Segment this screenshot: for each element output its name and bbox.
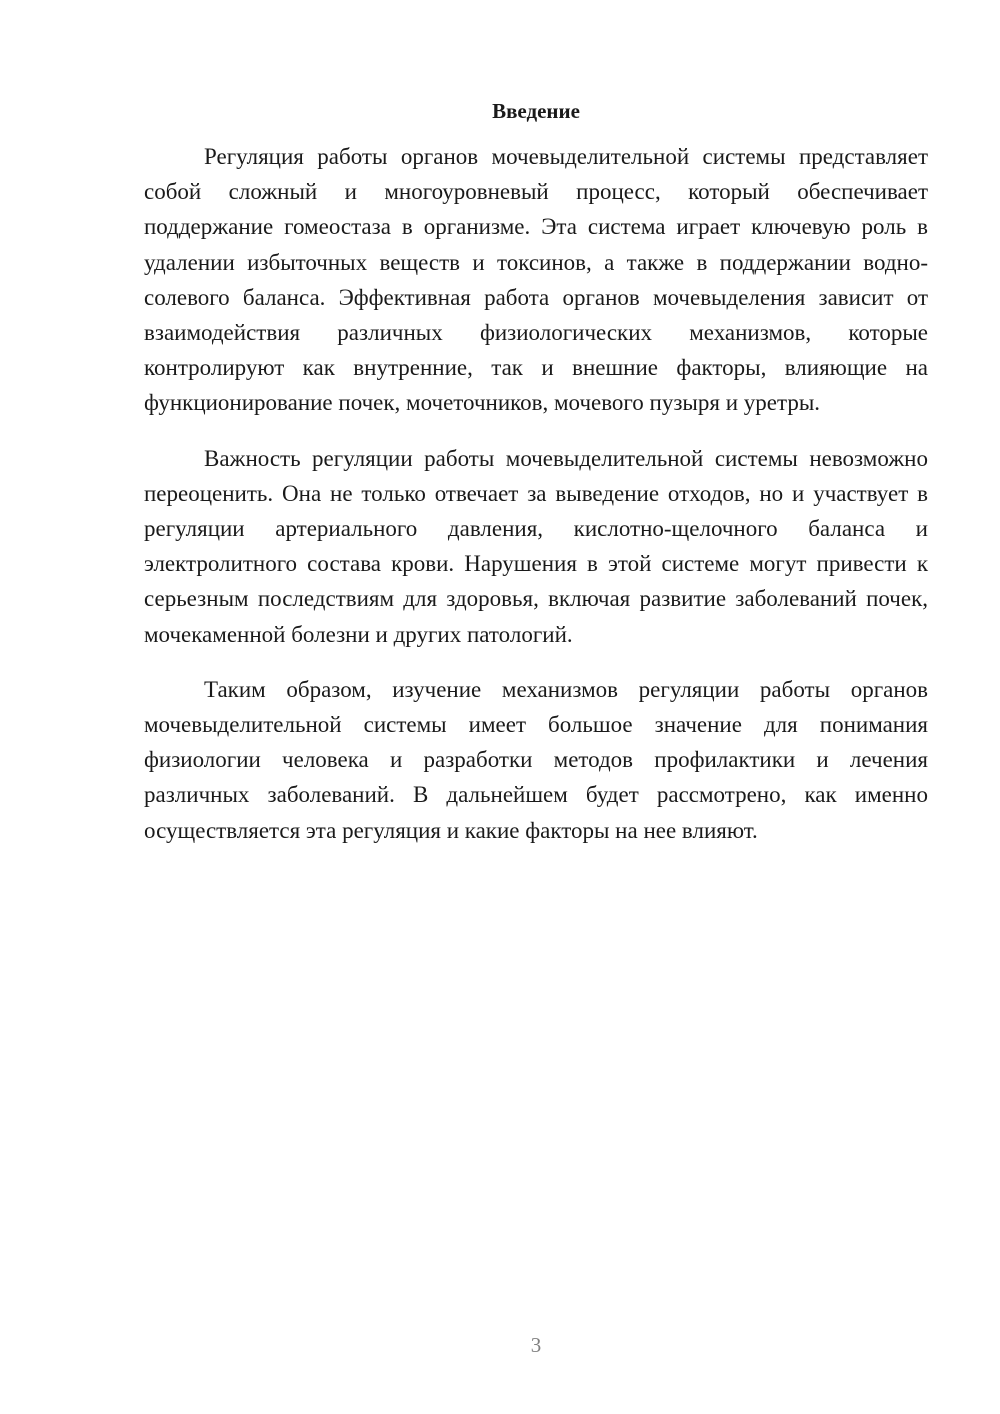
paragraph-1: Регуляция работы органов мочевыделительной системы представляет собой сложный и многоуровневый процесс, который обеспечивает поддержание гомеостаза в организме. Эта система играет ключевую роль в удалении избыточных веществ и токсинов, а также в поддержании водно-солевого баланса. Эффективная работа органов мочевыделения зависит от взаимодействия различных физиологических механизмов, которые контролируют как внутренние, так и внешние факторы, влияющие на функционирование почек, мочеточников, мочевого пузыря и уретры.	[144, 144, 928, 416]
page-number: 3	[530, 1333, 542, 1357]
section-heading: Введение	[492, 99, 580, 123]
paragraph-3: Таким образом, изучение механизмов регуляции работы органов мочевыделительной системы имеет большое значение для понимания физиологии человека и разработки методов профилактики и лечения различных заболеваний. В дальнейшем будет рассмотрено, как именно осуществляется эта регуляция и какие факторы на нее влияют.	[144, 676, 928, 843]
page-content	[144, 96, 928, 848]
paragraph-2: Важность регуляции работы мочевыделительной системы невозможно переоценить. Она не только отвечает за выведение отходов, но и участвует в регуляции артериального давления, кислотно-щелочного баланса и электролитного состава крови. Нарушения в этой системе могут привести к серьезным последствиям для здоровья, включая развитие заболеваний почек, мочекаменной болезни и других патологий.	[144, 445, 928, 647]
